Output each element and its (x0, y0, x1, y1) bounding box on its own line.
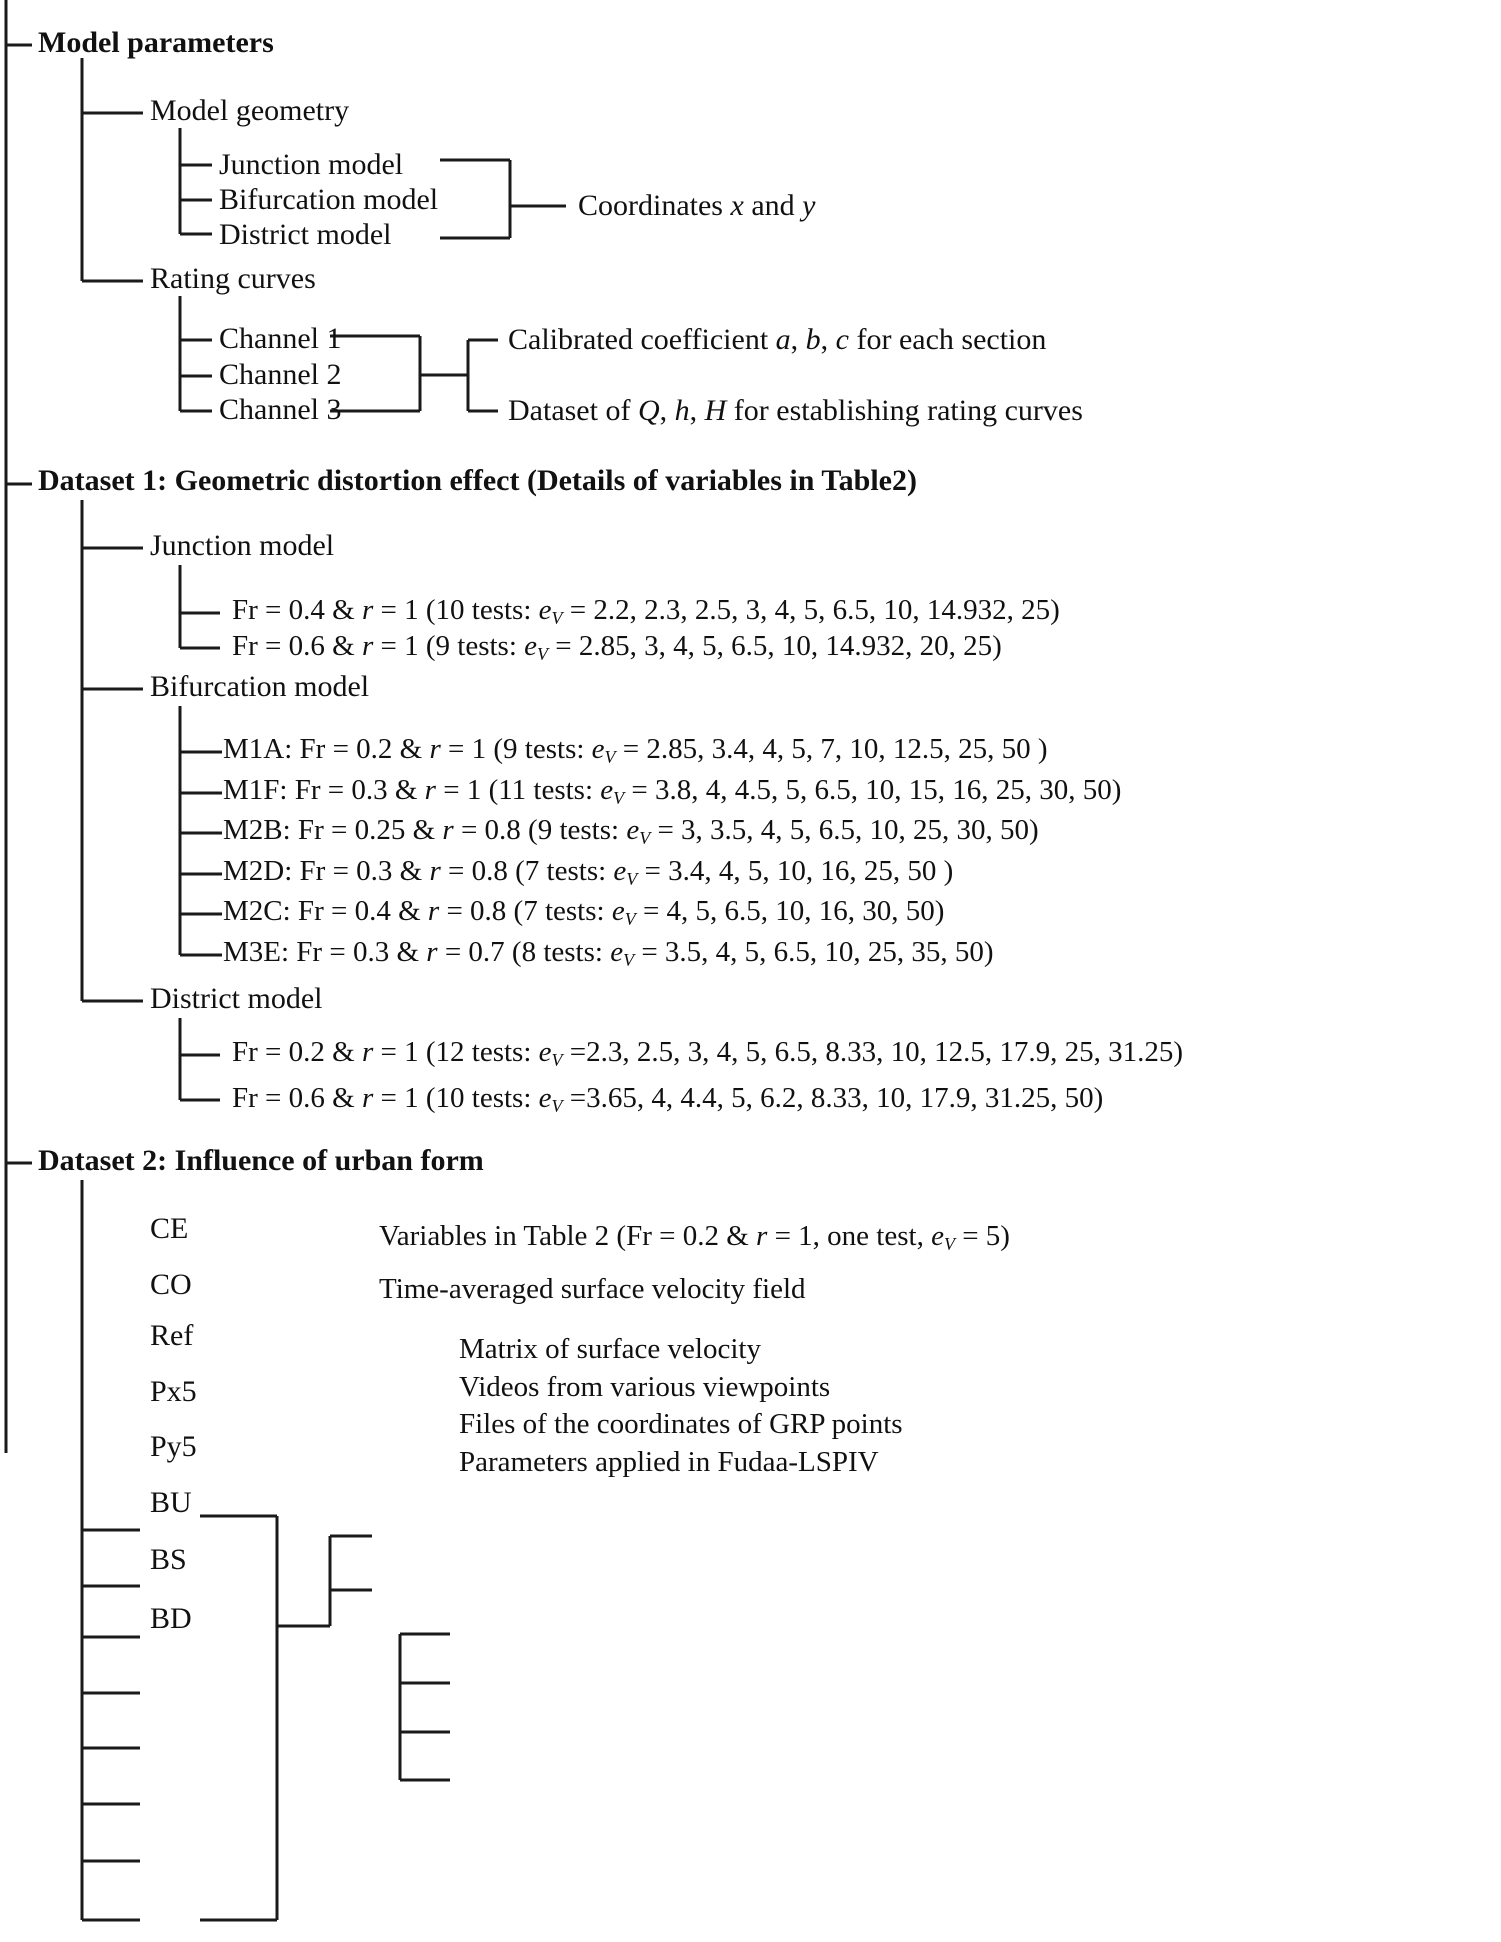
e-symbol: e (613, 855, 627, 887)
node-urban-form-Ref[interactable]: Ref (150, 1319, 194, 1352)
node-urban-form-BS[interactable]: BS (150, 1543, 187, 1576)
row-post: =2.3, 2.5, 3, 4, 5, 6.5, 8.33, 10, 12.5, 17.9, 25, 31.25) (562, 1036, 1184, 1068)
node-channel-1[interactable]: Channel 1 (219, 322, 342, 355)
node-dataset2-header[interactable]: Dataset 2: Influence of urban form (38, 1144, 484, 1177)
v-subscript: V (551, 1050, 563, 1071)
e-symbol: e (538, 1036, 552, 1068)
node-ds2-variables-table2[interactable] (379, 1222, 1010, 1253)
row-post: = 2.2, 2.3, 2.5, 3, 4, 5, 6.5, 10, 14.932, 25) (562, 594, 1060, 626)
row-post: = 4, 5, 6.5, 10, 16, 30, 50) (635, 895, 945, 927)
row-post: = 3, 3.5, 4, 5, 6.5, 10, 25, 30, 50) (650, 814, 1039, 846)
r-symbol: r (429, 855, 441, 887)
e-symbol: e (610, 936, 624, 968)
v-subscript: V (624, 909, 636, 930)
node-urban-form-BD[interactable]: BD (150, 1602, 192, 1635)
node-ds2-output-parameters[interactable]: Parameters applied in Fudaa-LSPIV (459, 1446, 879, 1478)
node-coordinates[interactable] (578, 191, 815, 221)
row-post: = 3.5, 4, 5, 6.5, 10, 25, 35, 50) (634, 936, 994, 968)
row-mid: = 1 (9 tests: (373, 630, 525, 662)
node-ds1-junction-row-2[interactable] (232, 632, 1002, 663)
node-dataset-qhh[interactable] (508, 396, 1083, 426)
e-symbol: e (591, 733, 605, 765)
row-post: = 2.85, 3, 4, 5, 6.5, 10, 14.932, 20, 25) (548, 630, 1002, 662)
node-ds1-bif-row-2[interactable] (223, 776, 1121, 807)
node-dataset1-header[interactable]: Dataset 1: Geometric distortion effect (Details of variables in Table2) (38, 464, 917, 497)
r-symbol: r (756, 1220, 768, 1252)
node-ds1-junction-row-1[interactable] (232, 596, 1060, 627)
row-mid: = 1 (11 tests: (435, 774, 601, 806)
node-ds2-time-averaged-field[interactable]: Time-averaged surface velocity field (379, 1273, 806, 1305)
row-mid: = 1 (12 tests: (373, 1036, 539, 1068)
row-pre: M2D: Fr = 0.3 & (223, 855, 430, 887)
e-symbol: e (600, 774, 614, 806)
dset-suffix: for establishing rating curves (726, 394, 1083, 427)
row-pre: M1A: Fr = 0.2 & (223, 733, 430, 765)
r-symbol: r (429, 733, 441, 765)
r-symbol: r (442, 814, 454, 846)
row-pre: Fr = 0.6 & (232, 630, 362, 662)
calib-c-symbol: c (835, 323, 849, 356)
r-symbol: r (427, 895, 440, 927)
row-pre: Variables in Table 2 (Fr = 0.2 & (379, 1220, 757, 1252)
v-subscript: V (639, 828, 651, 849)
r-symbol: r (361, 594, 374, 626)
r-symbol: r (361, 630, 374, 662)
row-mid: = 0.8 (7 tests: (440, 855, 614, 887)
node-channel-2[interactable]: Channel 2 (219, 358, 342, 391)
dset-h-symbol: h (674, 394, 690, 427)
node-channel-3[interactable]: Channel 3 (219, 393, 342, 426)
node-district-model[interactable]: District model (219, 218, 392, 251)
row-mid: = 1 (9 tests: (440, 733, 592, 765)
e-symbol: e (538, 594, 552, 626)
node-model-parameters[interactable]: Model parameters (38, 26, 274, 59)
node-urban-form-BU[interactable]: BU (150, 1486, 192, 1519)
row-mid: = 0.7 (8 tests: (437, 936, 611, 968)
coordinates-y-symbol: y (802, 189, 816, 222)
e-symbol: e (931, 1220, 944, 1252)
coordinates-prefix: Coordinates (578, 189, 731, 222)
r-symbol: r (361, 1036, 374, 1068)
row-pre: Fr = 0.4 & (232, 594, 362, 626)
e-symbol: e (611, 895, 625, 927)
node-ds1-district-model[interactable]: District model (150, 982, 323, 1015)
node-ds2-output-matrix[interactable]: Matrix of surface velocity (459, 1333, 761, 1365)
node-ds1-district-row-2[interactable] (232, 1084, 1103, 1115)
node-model-geometry[interactable]: Model geometry (150, 94, 350, 127)
node-ds2-output-videos[interactable]: Videos from various viewpoints (459, 1371, 831, 1403)
v-subscript: V (551, 608, 563, 629)
calib-a-symbol: a (775, 323, 791, 356)
e-symbol: e (524, 630, 538, 662)
r-symbol: r (361, 1082, 374, 1114)
calib-prefix: Calibrated coefficient (508, 323, 776, 356)
v-subscript: V (551, 1096, 563, 1117)
v-subscript: V (626, 869, 638, 890)
node-urban-form-CE[interactable]: CE (150, 1212, 189, 1245)
node-calibrated-coefficient[interactable] (508, 325, 1046, 355)
node-urban-form-CO[interactable]: CO (150, 1268, 192, 1301)
node-ds1-bif-row-4[interactable] (223, 857, 953, 888)
row-post: = 2.85, 3.4, 4, 5, 7, 10, 12.5, 25, 50 ) (615, 733, 1048, 765)
row-mid: = 1 (10 tests: (373, 594, 539, 626)
v-subscript: V (537, 644, 548, 665)
node-ds1-district-row-1[interactable] (232, 1038, 1183, 1069)
node-ds1-bif-row-6[interactable] (223, 938, 994, 969)
node-junction-model[interactable]: Junction model (219, 148, 404, 181)
coordinates-mid: and (743, 189, 803, 222)
row-post: = 3.8, 4, 4.5, 5, 6.5, 10, 15, 16, 25, 30, 50) (624, 774, 1122, 806)
node-urban-form-Py5[interactable]: Py5 (150, 1430, 197, 1463)
node-ds1-junction-model[interactable]: Junction model (150, 529, 335, 562)
row-post: = 5) (954, 1220, 1010, 1252)
row-pre: Fr = 0.2 & (232, 1036, 362, 1068)
e-symbol: e (626, 814, 640, 846)
row-post: =3.65, 4, 4.4, 5, 6.2, 8.33, 10, 17.9, 31.25, 50) (562, 1082, 1104, 1114)
row-pre: M2B: Fr = 0.25 & (223, 814, 443, 846)
row-mid: = 1, one test, (767, 1220, 932, 1252)
calib-comma-2: , (820, 323, 836, 356)
node-ds2-output-files[interactable]: Files of the coordinates of GRP points (459, 1408, 903, 1440)
row-mid: = 1 (10 tests: (373, 1082, 539, 1114)
e-symbol: e (538, 1082, 552, 1114)
dset-H-symbol: H (704, 394, 727, 427)
v-subscript: V (943, 1234, 955, 1255)
row-pre: Fr = 0.6 & (232, 1082, 362, 1114)
row-pre: M1F: Fr = 0.3 & (223, 774, 425, 806)
dset-prefix: Dataset of (508, 394, 638, 427)
dset-Q-symbol: Q (637, 394, 660, 427)
dset-comma-2: , (689, 394, 705, 427)
node-bifurcation-model[interactable]: Bifurcation model (219, 183, 439, 216)
row-pre: M2C: Fr = 0.4 & (223, 895, 428, 927)
row-mid: = 0.8 (9 tests: (453, 814, 627, 846)
node-ds1-bif-row-3[interactable] (223, 816, 1039, 847)
row-post: = 3.4, 4, 5, 10, 16, 25, 50 ) (637, 855, 954, 887)
node-ds1-bif-row-1[interactable] (223, 735, 1048, 766)
calib-comma-1: , (790, 323, 806, 356)
r-symbol: r (424, 774, 436, 806)
v-subscript: V (604, 747, 616, 768)
calib-b-symbol: b (805, 323, 821, 356)
calib-suffix: for each section (848, 323, 1047, 356)
node-ds1-bifurcation-model[interactable]: Bifurcation model (150, 670, 370, 703)
r-symbol: r (426, 936, 438, 968)
v-subscript: V (613, 788, 625, 809)
node-urban-form-Px5[interactable]: Px5 (150, 1375, 197, 1408)
v-subscript: V (623, 950, 635, 971)
node-ds1-bif-row-5[interactable] (223, 897, 944, 928)
row-pre: M3E: Fr = 0.3 & (223, 936, 427, 968)
dset-comma-1: , (659, 394, 675, 427)
row-mid: = 0.8 (7 tests: (439, 895, 612, 927)
coordinates-x-symbol: x (730, 189, 744, 222)
node-rating-curves[interactable]: Rating curves (150, 262, 316, 295)
